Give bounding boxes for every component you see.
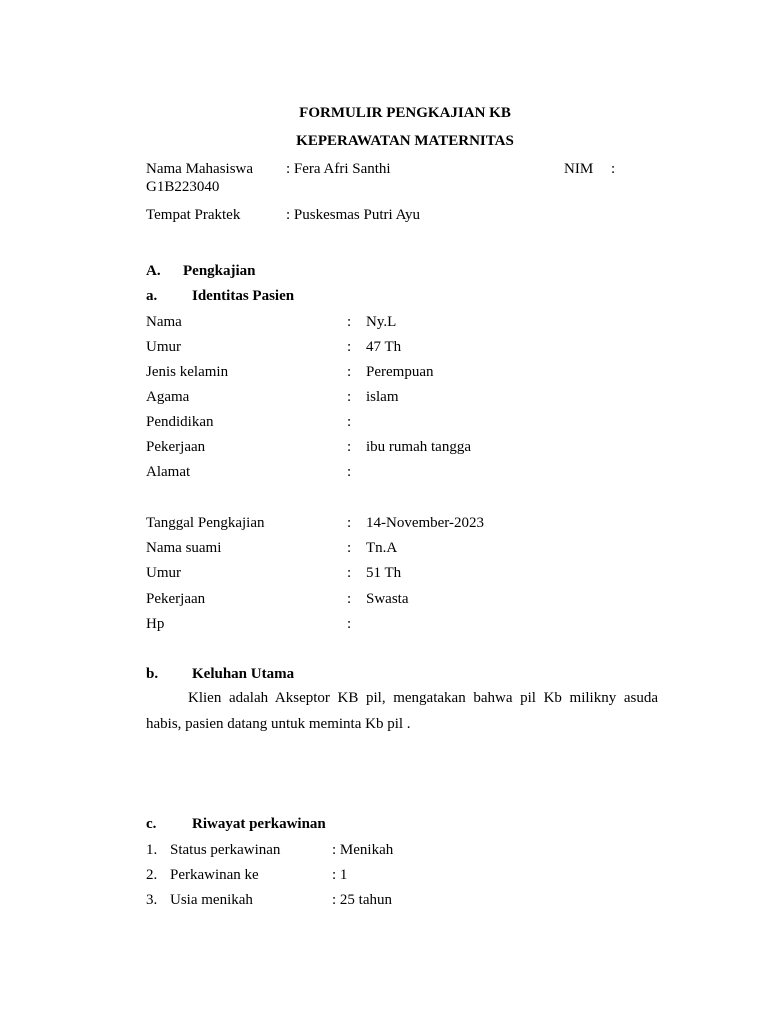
marriage-item-value: : 1	[332, 867, 348, 883]
section-b-letter: b.	[146, 666, 159, 682]
identity-colon: :	[347, 591, 352, 607]
identity-value: 14-November-2023	[366, 515, 485, 531]
practice-place-label: Tempat Praktek	[146, 207, 241, 223]
section-a-identity-letter: a.	[146, 288, 158, 304]
section-a-identity-title: Identitas Pasien	[192, 288, 295, 304]
identity-colon: :	[347, 439, 352, 455]
identity-value: Ny.L	[366, 314, 397, 330]
identity-colon: :	[347, 314, 352, 330]
section-c-letter: c.	[146, 816, 157, 832]
identity-value: 47 Th	[366, 339, 402, 355]
identity-value: Tn.A	[366, 540, 398, 556]
marriage-item-number: 1.	[146, 842, 158, 858]
identity-label: Jenis kelamin	[146, 364, 229, 380]
form-title: FORMULIR PENGKAJIAN KB	[299, 105, 511, 121]
section-c-title: Riwayat perkawinan	[192, 816, 326, 832]
complaint-line-2: habis, pasien datang untuk meminta Kb pil .	[146, 716, 411, 732]
identity-colon: :	[347, 565, 352, 581]
identity-label: Pekerjaan	[146, 439, 206, 455]
identity-label: Nama suami	[146, 540, 222, 556]
identity-value: islam	[366, 389, 399, 405]
section-a-letter: A.	[146, 263, 161, 279]
section-a-title: Pengkajian	[183, 263, 256, 279]
identity-colon: :	[347, 464, 352, 480]
marriage-item-number: 3.	[146, 892, 158, 908]
identity-label: Umur	[146, 339, 181, 355]
nim-label: NIM	[564, 161, 594, 177]
identity-label: Hp	[146, 616, 165, 632]
identity-colon: :	[347, 339, 352, 355]
marriage-item-value: : 25 tahun	[332, 892, 392, 908]
marriage-item-label: Status perkawinan	[170, 842, 281, 858]
identity-value: Swasta	[366, 591, 409, 607]
marriage-item-value: : Menikah	[332, 842, 394, 858]
practice-place-value: : Puskesmas Putri Ayu	[286, 207, 421, 223]
student-name-value: : Fera Afri Santhi	[286, 161, 391, 177]
identity-label: Tanggal Pengkajian	[146, 515, 265, 531]
marriage-item-label: Perkawinan ke	[170, 867, 259, 883]
identity-colon: :	[347, 540, 352, 556]
identity-label: Pendidikan	[146, 414, 214, 430]
identity-value: Perempuan	[366, 364, 434, 380]
nim-colon: :	[611, 161, 616, 177]
identity-label: Pekerjaan	[146, 591, 206, 607]
nim-value: G1B223040	[146, 179, 220, 195]
complaint-line-1: Klien adalah Akseptor KB pil, mengatakan bahwa pil Kb milikny asuda	[188, 690, 658, 706]
form-subtitle: KEPERAWATAN MATERNITAS	[296, 133, 514, 149]
identity-label: Umur	[146, 565, 181, 581]
identity-value: ibu rumah tangga	[366, 439, 471, 455]
identity-colon: :	[347, 414, 352, 430]
marriage-item-label: Usia menikah	[170, 892, 253, 908]
identity-label: Alamat	[146, 464, 191, 480]
marriage-item-number: 2.	[146, 867, 158, 883]
identity-colon: :	[347, 364, 352, 380]
identity-colon: :	[347, 616, 352, 632]
identity-value: 51 Th	[366, 565, 402, 581]
identity-label: Agama	[146, 389, 190, 405]
identity-colon: :	[347, 515, 352, 531]
identity-label: Nama	[146, 314, 182, 330]
identity-colon: :	[347, 389, 352, 405]
student-name-label: Nama Mahasiswa	[146, 161, 254, 177]
section-b-title: Keluhan Utama	[192, 666, 295, 682]
